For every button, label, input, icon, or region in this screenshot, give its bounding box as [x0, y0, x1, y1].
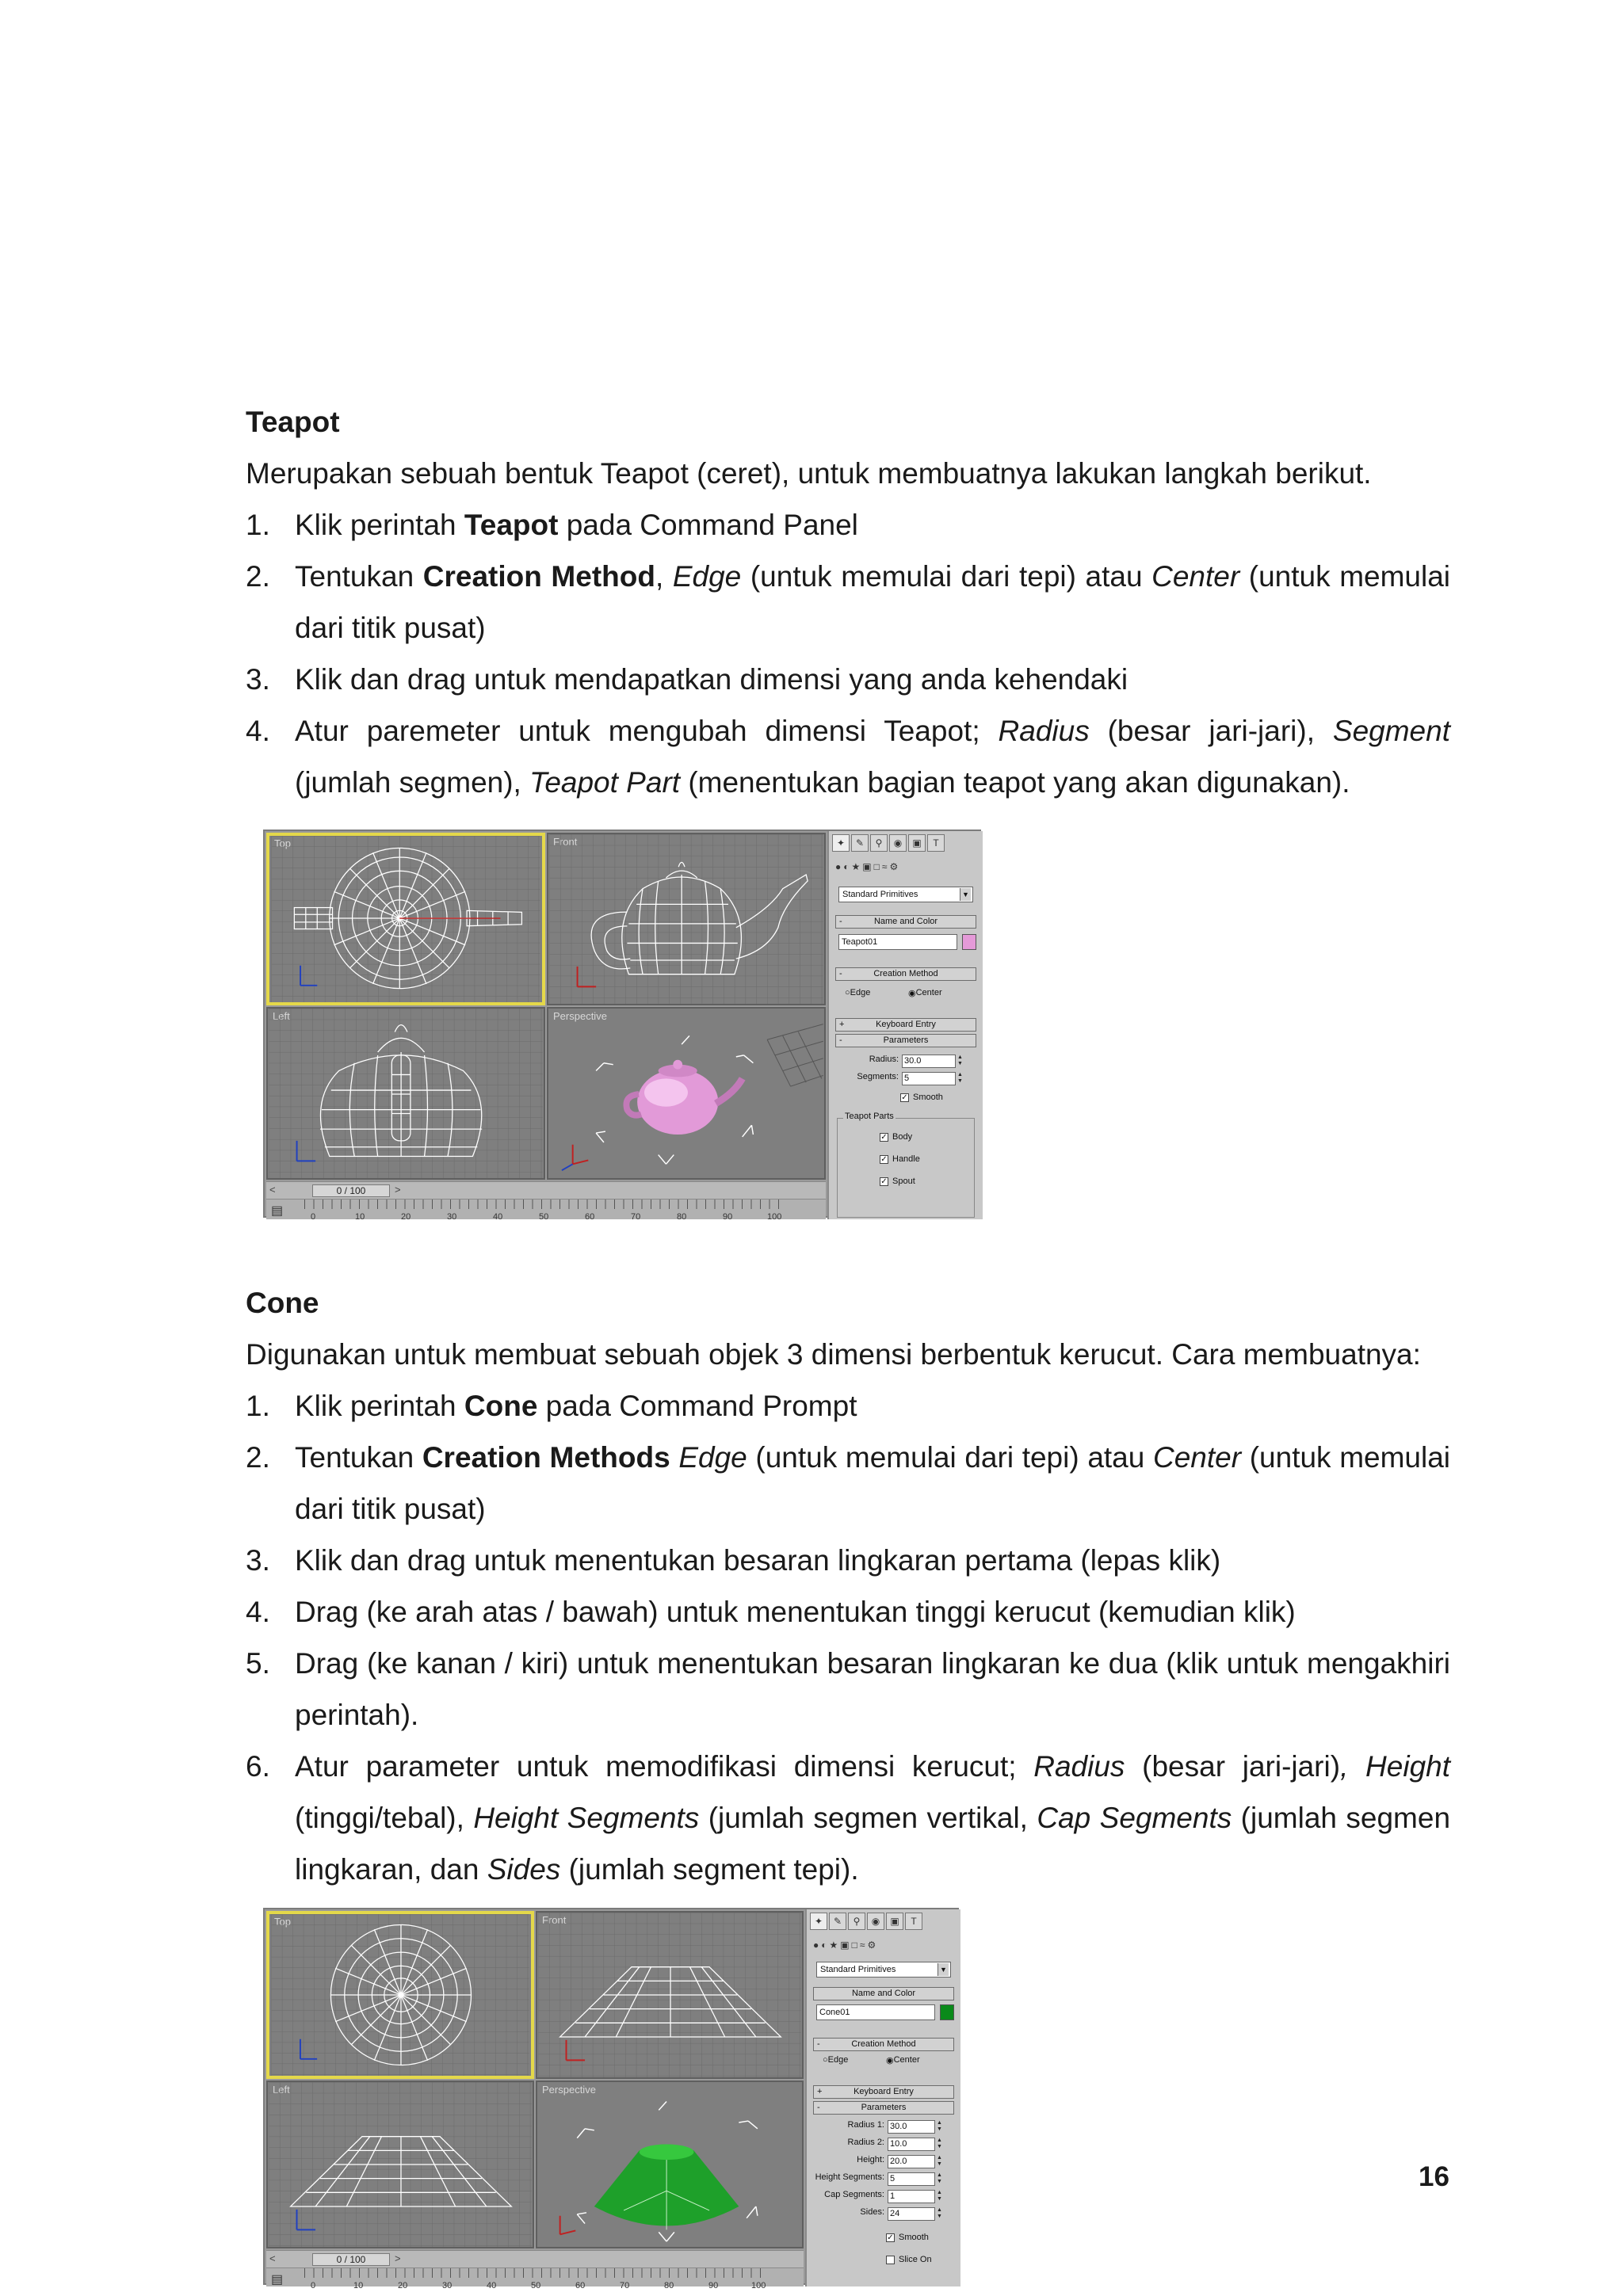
- center-radio[interactable]: ◉ Center: [908, 988, 942, 998]
- ruler-tick: 90: [723, 1212, 733, 1222]
- checkbox-label: Spout: [892, 1177, 915, 1186]
- teapot-perspective-render: [548, 1009, 824, 1178]
- radio-label: Center: [915, 988, 942, 997]
- param-label: Sides:: [860, 2207, 884, 2217]
- lights-icon[interactable]: ★: [829, 1939, 838, 1951]
- radius1-param: [807, 2120, 957, 2134]
- time-slider-bar[interactable]: [266, 1181, 826, 1199]
- param-label: Segments:: [857, 1072, 899, 1081]
- command-panel: [805, 1909, 960, 2286]
- dropdown-value: Standard Primitives: [842, 890, 918, 899]
- step-italic: Edge: [678, 1441, 747, 1474]
- chevron-down-icon: ▼: [960, 888, 971, 901]
- time-slider[interactable]: 0 / 100: [312, 2253, 390, 2266]
- height-input[interactable]: 20.0: [888, 2155, 935, 2168]
- spinner-icon[interactable]: ▲ ▼: [957, 1072, 963, 1084]
- viewport-label: Perspective: [542, 2084, 596, 2096]
- utilities-tab-icon[interactable]: T: [927, 834, 945, 852]
- ruler-tick: 10: [353, 2281, 364, 2290]
- step-text: (jumlah segment tepi).: [560, 1853, 859, 1886]
- checkmark-icon: ✓: [880, 1154, 888, 1164]
- creation-method-rollout[interactable]: - Creation Method: [835, 967, 976, 981]
- slice-on-checkbox[interactable]: [886, 2255, 932, 2264]
- time-prev-icon[interactable]: <: [269, 2252, 276, 2264]
- step-text: Klik perintah: [295, 509, 464, 541]
- param-label: Radius 2:: [847, 2138, 884, 2147]
- cone-front-wireframe: [537, 1913, 802, 2077]
- rollout-title: Creation Method: [851, 2039, 916, 2049]
- command-panel-tabs: [832, 834, 980, 855]
- list-item: [246, 1741, 1450, 1895]
- checkbox-label: Body: [892, 1132, 913, 1142]
- utilities-tab-icon[interactable]: T: [905, 1913, 922, 1930]
- checkmark-icon: ✓: [880, 1177, 888, 1186]
- spinner-icon[interactable]: ▲ ▼: [937, 2207, 942, 2219]
- step-text: (untuk memulai dari tepi) atau: [741, 560, 1152, 593]
- step-text: Atur paremeter untuk mengubah dimensi Teapot;: [295, 715, 999, 747]
- ruler-tick: 30: [447, 1212, 457, 1222]
- command-panel: [827, 831, 983, 1219]
- checkmark-icon: ✓: [880, 1132, 888, 1142]
- step-text: (untuk memulai dari titik pusat): [295, 560, 1451, 644]
- height-param: [807, 2155, 957, 2169]
- viewport-top[interactable]: [266, 833, 545, 1005]
- list-item: [246, 1432, 1450, 1535]
- object-name-field[interactable]: Cone01: [816, 2004, 935, 2020]
- rollout-title: Parameters: [883, 1035, 929, 1045]
- time-slider-bar[interactable]: [266, 2250, 804, 2267]
- create-tab-icon[interactable]: ✦: [832, 834, 850, 852]
- viewport-top[interactable]: [266, 1911, 534, 2079]
- rollout-title: Keyboard Entry: [854, 2087, 914, 2096]
- viewport-perspective[interactable]: [536, 2081, 804, 2248]
- time-slider[interactable]: 0 / 100: [312, 1184, 390, 1197]
- motion-tab-icon[interactable]: ◉: [867, 1913, 884, 1930]
- radio-label: Edge: [850, 988, 871, 997]
- spout-checkbox[interactable]: [880, 1177, 915, 1186]
- motion-tab-icon[interactable]: ◉: [889, 834, 907, 852]
- param-label: Height Segments:: [815, 2172, 884, 2182]
- step-bold: Creation Method: [422, 560, 655, 593]
- list-item: [246, 1380, 1450, 1432]
- step-bold: Teapot: [464, 509, 559, 541]
- spacewarps-icon[interactable]: ≈: [859, 1939, 865, 1951]
- object-name-field[interactable]: Teapot01: [838, 934, 957, 950]
- step-italic: Height Segments: [473, 1802, 700, 1834]
- ruler-tick: 90: [708, 2281, 719, 2290]
- step-text: (menentukan bagian teapot yang akan digunakan).: [680, 766, 1350, 799]
- primitives-dropdown[interactable]: [838, 887, 973, 902]
- spacewarps-icon[interactable]: ≈: [881, 861, 888, 872]
- time-next-icon[interactable]: >: [395, 1184, 401, 1196]
- radius1-input[interactable]: 30.0: [888, 2120, 935, 2134]
- list-item: [246, 654, 1450, 705]
- ruler-tick: 40: [493, 1212, 503, 1222]
- height-segments-param: [807, 2172, 957, 2187]
- cone-screenshot: [263, 1908, 959, 2290]
- list-number: 5.: [246, 1647, 270, 1680]
- cameras-icon[interactable]: ▣: [862, 861, 872, 872]
- time-prev-icon[interactable]: <: [269, 1184, 276, 1196]
- key-filter-icon[interactable]: ▤: [271, 1204, 284, 1218]
- step-italic: , Height: [1340, 1750, 1451, 1783]
- radio-label: Edge: [827, 2055, 849, 2065]
- step-text: (untuk memulai dari tepi) atau: [747, 1441, 1153, 1474]
- step-text: Tentukan: [295, 1441, 422, 1474]
- step-text: ,: [655, 560, 673, 593]
- step-text: pada Command Prompt: [537, 1390, 857, 1422]
- ruler-tick: 60: [575, 2281, 586, 2290]
- rollout-title: Creation Method: [873, 969, 938, 978]
- segments-param: [829, 1072, 980, 1086]
- edge-radio[interactable]: ○ Edge: [845, 988, 871, 997]
- step-italic: Segment: [1332, 715, 1450, 747]
- step-italic: Radius: [998, 715, 1090, 747]
- list-number: 2.: [246, 560, 270, 593]
- ruler-tick: 70: [631, 1212, 641, 1222]
- modify-tab-icon[interactable]: ✎: [851, 834, 869, 852]
- segments-input[interactable]: 5: [902, 1072, 956, 1085]
- create-category-icons: [813, 1939, 957, 1954]
- ruler-tick: 0: [311, 1212, 316, 1222]
- body-checkbox[interactable]: [880, 1132, 912, 1142]
- ruler-tick: 100: [751, 2281, 766, 2290]
- step-text: (jumlah segmen vertikal,: [699, 1802, 1037, 1834]
- edge-radio[interactable]: ○ Edge: [823, 2055, 849, 2065]
- ruler-tick: 20: [401, 1212, 411, 1222]
- viewport-label: Perspective: [553, 1010, 607, 1022]
- hierarchy-tab-icon[interactable]: ⚲: [870, 834, 888, 852]
- key-filter-icon[interactable]: ▤: [271, 2273, 284, 2286]
- ruler-tick: 60: [585, 1212, 595, 1222]
- display-tab-icon[interactable]: ▣: [908, 834, 926, 852]
- rollout-title: Parameters: [861, 2103, 907, 2112]
- spinner-icon[interactable]: ▲ ▼: [937, 2138, 942, 2149]
- step-text: Klik dan drag untuk menentukan besaran lingkaran pertama (lepas klik): [295, 1544, 1221, 1577]
- teapot-parts-label: Teapot Parts: [845, 1112, 894, 1121]
- step-text: (tinggi/tebal),: [295, 1802, 474, 1834]
- teapot-section: [246, 396, 1450, 808]
- hierarchy-tab-icon[interactable]: ⚲: [848, 1913, 865, 1930]
- shapes-icon[interactable]: ◐: [843, 861, 850, 872]
- modify-tab-icon[interactable]: ✎: [829, 1913, 846, 1930]
- step-bold: Cone: [464, 1390, 538, 1422]
- checkbox-label: Slice On: [899, 2255, 932, 2264]
- rollout-title: Name and Color: [873, 917, 938, 926]
- spinner-icon[interactable]: ▲ ▼: [937, 2155, 942, 2167]
- list-number: 2.: [246, 1441, 270, 1474]
- checkmark-icon: ✓: [901, 1093, 908, 1102]
- list-number: 1.: [246, 509, 270, 541]
- teapot-heading: Teapot: [246, 406, 340, 438]
- sides-param: [807, 2207, 957, 2222]
- spinner-icon[interactable]: ▲ ▼: [937, 2120, 942, 2132]
- center-radio[interactable]: ◉ Center: [886, 2055, 920, 2065]
- checkmark-icon: ✓: [887, 2233, 894, 2242]
- sides-input[interactable]: 24: [888, 2207, 935, 2221]
- cone-top-wireframe: [269, 1914, 531, 2076]
- checkbox-empty: [886, 2256, 895, 2264]
- rollout-title: Name and Color: [851, 1989, 916, 1998]
- creation-method-radios: [823, 2055, 954, 2068]
- param-label: Cap Segments:: [824, 2190, 884, 2199]
- creation-method-radios: [845, 988, 976, 1001]
- name-color-rollout[interactable]: [813, 1987, 954, 2000]
- step-italic: Radius: [1033, 1750, 1125, 1783]
- step-italic: Center: [1153, 1441, 1242, 1474]
- cone-intro: Digunakan untuk membuat sebuah objek 3 dimensi berbentuk kerucut. Cara membuatnya:: [246, 1338, 1421, 1371]
- checkbox-label: Smooth: [899, 2233, 929, 2242]
- ruler-tick: 20: [398, 2281, 408, 2290]
- geometry-icon[interactable]: ●: [835, 861, 842, 872]
- ruler-tick: 10: [355, 1212, 365, 1222]
- teapot-left-wireframe: [268, 1009, 544, 1178]
- helpers-icon[interactable]: □: [851, 1939, 857, 1951]
- ruler-tick: 80: [677, 1212, 687, 1222]
- spinner-icon[interactable]: ▲ ▼: [937, 2190, 942, 2202]
- step-text: Drag (ke arah atas / bawah) untuk menentukan tinggi kerucut (kemudian klik): [295, 1596, 1296, 1628]
- step-text: (jumlah segmen lingkaran, dan: [295, 1802, 1451, 1886]
- step-italic: Teapot Part: [529, 766, 681, 799]
- param-label: Radius 1:: [847, 2120, 884, 2130]
- list-item: [246, 1586, 1450, 1638]
- teapot-front-wireframe: [548, 834, 824, 1004]
- creation-method-rollout[interactable]: - Creation Method: [813, 2038, 954, 2051]
- param-label: Height:: [857, 2155, 884, 2164]
- viewport-left[interactable]: [266, 1007, 545, 1180]
- teapot-intro: Merupakan sebuah bentuk Teapot (ceret), untuk membuatnya lakukan langkah berikut.: [246, 457, 1372, 490]
- step-text: [670, 1441, 679, 1474]
- step-text: (untuk memulai dari titik pusat): [295, 1441, 1451, 1525]
- track-ruler[interactable]: [266, 2267, 804, 2290]
- list-number: 1.: [246, 1390, 270, 1422]
- spinner-icon[interactable]: ▲ ▼: [937, 2172, 942, 2184]
- cap-segments-input[interactable]: 1: [888, 2190, 935, 2203]
- step-text: Drag (ke kanan / kiri) untuk menentukan besaran lingkaran ke dua (klik untuk mengakhiri perintah).: [295, 1647, 1450, 1731]
- ruler-tick: 100: [767, 1212, 782, 1222]
- checkbox-label: Smooth: [913, 1093, 943, 1102]
- radius2-input[interactable]: 10.0: [888, 2138, 935, 2151]
- command-panel-tabs: [810, 1913, 957, 1933]
- time-next-icon[interactable]: >: [395, 2252, 401, 2264]
- ruler-tick: 50: [539, 1212, 549, 1222]
- list-item: [246, 551, 1450, 654]
- geometry-icon[interactable]: ●: [813, 1939, 819, 1951]
- radius2-param: [807, 2138, 957, 2152]
- cone-section: [246, 1277, 1450, 1895]
- ruler-tick: 80: [664, 2281, 674, 2290]
- viewport-perspective[interactable]: [547, 1007, 826, 1180]
- lights-icon[interactable]: ★: [851, 861, 861, 872]
- viewport-left[interactable]: [266, 2081, 534, 2248]
- list-number: 3.: [246, 1544, 270, 1577]
- viewport-front[interactable]: [536, 1911, 804, 2079]
- list-item: [246, 1535, 1450, 1586]
- keyboard-entry-rollout[interactable]: + Keyboard Entry: [813, 2085, 954, 2099]
- step-italic: Center: [1151, 560, 1240, 593]
- param-label: Radius:: [869, 1055, 899, 1064]
- step-text: Atur parameter untuk memodifikasi dimensi kerucut;: [295, 1750, 1034, 1783]
- display-tab-icon[interactable]: ▣: [886, 1913, 903, 1930]
- create-tab-icon[interactable]: ✦: [810, 1913, 827, 1930]
- helpers-icon[interactable]: □: [873, 861, 880, 872]
- ruler-tick: 30: [442, 2281, 453, 2290]
- rollout-title: Keyboard Entry: [876, 1020, 936, 1029]
- smooth-checkbox[interactable]: [886, 2233, 929, 2242]
- chevron-down-icon: ▼: [938, 1963, 949, 1976]
- teapot-top-wireframe: [269, 836, 542, 1002]
- step-text: Klik perintah: [295, 1390, 464, 1422]
- handle-checkbox[interactable]: [880, 1154, 920, 1164]
- spinner-icon[interactable]: ▲ ▼: [957, 1055, 963, 1066]
- list-number: 3.: [246, 663, 270, 696]
- teapot-screenshot: [263, 830, 981, 1222]
- radio-label: Center: [893, 2055, 920, 2065]
- dropdown-value: Standard Primitives: [820, 1965, 896, 1974]
- step-italic: Edge: [672, 560, 742, 593]
- ruler-tick: 40: [487, 2281, 497, 2290]
- list-number: 4.: [246, 715, 270, 747]
- radius-param: [829, 1055, 980, 1069]
- cone-heading: Cone: [246, 1287, 319, 1319]
- ruler-tick: 0: [311, 2281, 316, 2290]
- parameters-rollout[interactable]: - Parameters: [813, 2101, 954, 2115]
- object-color-swatch[interactable]: [962, 934, 976, 950]
- viewport-front[interactable]: [547, 833, 826, 1005]
- ruler-tick: 50: [531, 2281, 541, 2290]
- height-segments-input[interactable]: 5: [888, 2172, 935, 2186]
- step-text: (besar jari-jari): [1125, 1750, 1341, 1783]
- name-color-rollout[interactable]: - Name and Color: [835, 915, 976, 929]
- smooth-checkbox[interactable]: [900, 1093, 943, 1102]
- track-ruler[interactable]: [266, 1199, 826, 1222]
- cap-segments-param: [807, 2190, 957, 2204]
- primitives-dropdown[interactable]: [816, 1962, 951, 1978]
- cameras-icon[interactable]: ▣: [840, 1939, 850, 1951]
- checkbox-label: Handle: [892, 1154, 920, 1164]
- systems-icon[interactable]: ⚙: [889, 861, 899, 872]
- cone-perspective-render: [537, 2082, 802, 2247]
- step-bold: Creation Methods: [422, 1441, 670, 1474]
- step-italic: Cap Segments: [1037, 1802, 1232, 1834]
- step-text: Tentukan: [295, 560, 423, 593]
- keyboard-entry-rollout[interactable]: + Keyboard Entry: [835, 1018, 976, 1032]
- ruler-tick: 70: [620, 2281, 630, 2290]
- step-italic: Sides: [487, 1853, 561, 1886]
- list-item: [246, 705, 1450, 808]
- radius-input[interactable]: 30.0: [902, 1055, 956, 1068]
- step-text: Klik dan drag untuk mendapatkan dimensi yang anda kehendaki: [295, 663, 1128, 696]
- parameters-rollout[interactable]: - Parameters: [835, 1034, 976, 1047]
- systems-icon[interactable]: ⚙: [867, 1939, 876, 1951]
- shapes-icon[interactable]: ◐: [821, 1939, 827, 1951]
- step-text: (besar jari-jari),: [1089, 715, 1333, 747]
- list-item: [246, 1638, 1450, 1741]
- list-number: 6.: [246, 1750, 270, 1783]
- step-text: (jumlah segmen),: [295, 766, 530, 799]
- page-number: 16: [1419, 2161, 1449, 2192]
- list-number: 4.: [246, 1596, 270, 1628]
- step-text: pada Command Panel: [558, 509, 858, 541]
- cone-left-wireframe: [268, 2082, 533, 2247]
- object-color-swatch[interactable]: [940, 2004, 954, 2020]
- create-category-icons: [835, 861, 980, 875]
- list-item: [246, 499, 1450, 551]
